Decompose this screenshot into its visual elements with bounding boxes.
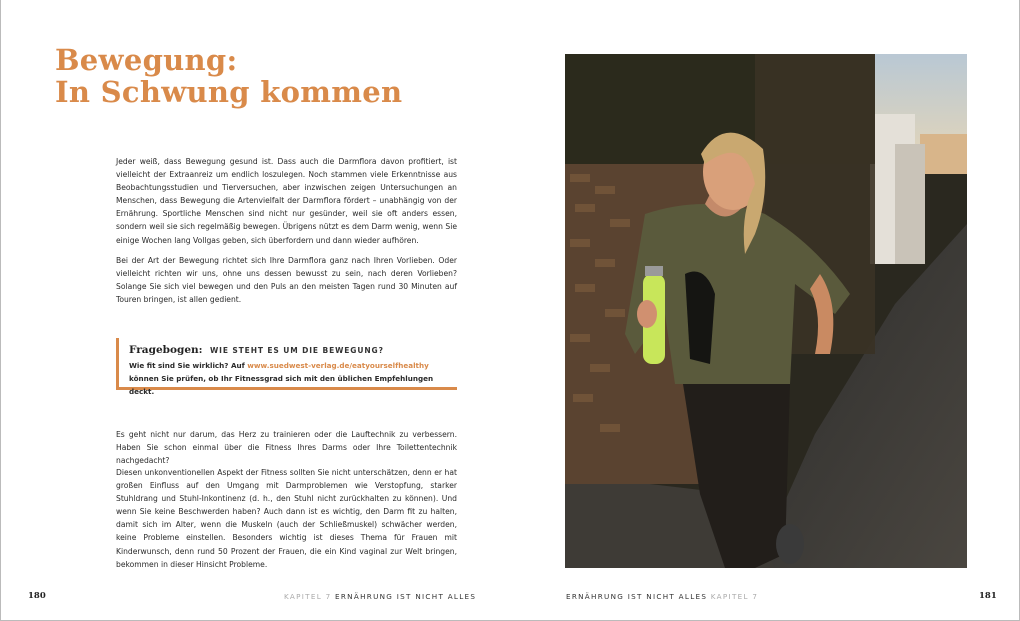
callout-body — [129, 359, 457, 398]
callout-link[interactable]: www.suedwest-verlag.de/eatyourselfhealthy — [247, 361, 429, 370]
body-paragraph-2: Bei der Art der Bewegung richtet sich Ihre Darmflora ganz nach Ihren Vorlieben. Oder vielleicht richten wir uns, ohne uns dessen bewusst zu sein, nach deren Vorlieben? Solange Sie sich viel bewegen und den Puls an den meisten Tagen rund 30 Minuten auf Touren bringen, ist allen gedient. — [116, 256, 457, 305]
questionnaire-callout — [116, 338, 457, 396]
callout-subtitle: WIE STEHT ES UM DIE BEWEGUNG? — [209, 346, 384, 355]
photo-illustration — [565, 54, 967, 568]
running-chapter-left: KAPITEL 7 — [284, 592, 332, 601]
callout-text-before: Wie fit sind Sie wirklich? Auf — [129, 361, 248, 370]
body-paragraph-1: Jeder weiß, dass Bewegung gesund ist. Dass auch die Darmflora davon profitiert, ist vielleicht der Extraanreiz um endlich loszulegen. Noch stammen viele Erkenntnisse aus Beobachtungsstudien und Tierversuchen, aber inzwischen zeigen Untersuchungen an Menschen, dass Bewegung die Artenvielfalt der Darmflora fördert – unabhängig von der Ernährung. Sportliche Menschen sind nicht nur gesünder, weil sie oft anders essen, sondern weil sie sich regelmäßig bewegen. Übrigens nützt es dem Darm wenig, wenn Sie einige Wochen lang Vollgas geben, sich überfordern und dann wieder aufhören. — [116, 157, 457, 245]
callout-heading — [129, 342, 457, 358]
title-line-2: In Schwung kommen — [55, 75, 403, 109]
callout-label: Fragebogen: — [129, 344, 203, 356]
page-number-left: 180 — [28, 591, 46, 601]
page-title — [55, 44, 402, 108]
title-line-1: Bewegung: — [55, 43, 238, 77]
callout-text-after: können Sie prüfen, ob Ihr Fitnessgrad sich mit den üblichen Empfehlungen deckt. — [129, 374, 434, 396]
body-paragraph-3: Es geht nicht nur darum, das Herz zu trainieren oder die Lauftechnik zu verbessern. Haben Sie schon einmal über die Fitness Ihres Darms oder Ihre Toilettentechnik nachgedacht? — [116, 430, 457, 466]
body-paragraph-4: Diesen unkonventionellen Aspekt der Fitness sollten Sie nicht unterschätzen, denn er hat großen Einfluss auf den Umgang mit Darmproblemen wie Verstopfung, starker Stuhldrang und Stuhl-Inkontinenz (d. h., den Stuhl nicht zurückhalten zu können). Und wenn Sie keine Beschwerden haben? Auch dann ist es wichtig, den Darm fit zu halten, damit sich im Alter, wenn die Muskeln (auch der Schließmuskel) schwächer werden, keine Probleme einstellen. Besonders wichtig ist dieses Thema für Frauen mit Kinderwunsch, denn rund 50 Prozent der Frauen, die ein Kind vaginal zur Welt bringen, bekommen in dieser Hinsicht Probleme. — [116, 468, 457, 569]
jogging-photo — [565, 54, 967, 568]
running-section-right: ERNÄHRUNG IST NICHT ALLES — [566, 592, 708, 601]
running-head-right — [566, 592, 758, 601]
running-chapter-right: KAPITEL 7 — [710, 592, 759, 601]
page-number-right: 181 — [979, 591, 997, 601]
running-head-left — [284, 592, 476, 601]
left-page — [1, 0, 511, 621]
running-section-left: ERNÄHRUNG IST NICHT ALLES — [335, 592, 477, 601]
